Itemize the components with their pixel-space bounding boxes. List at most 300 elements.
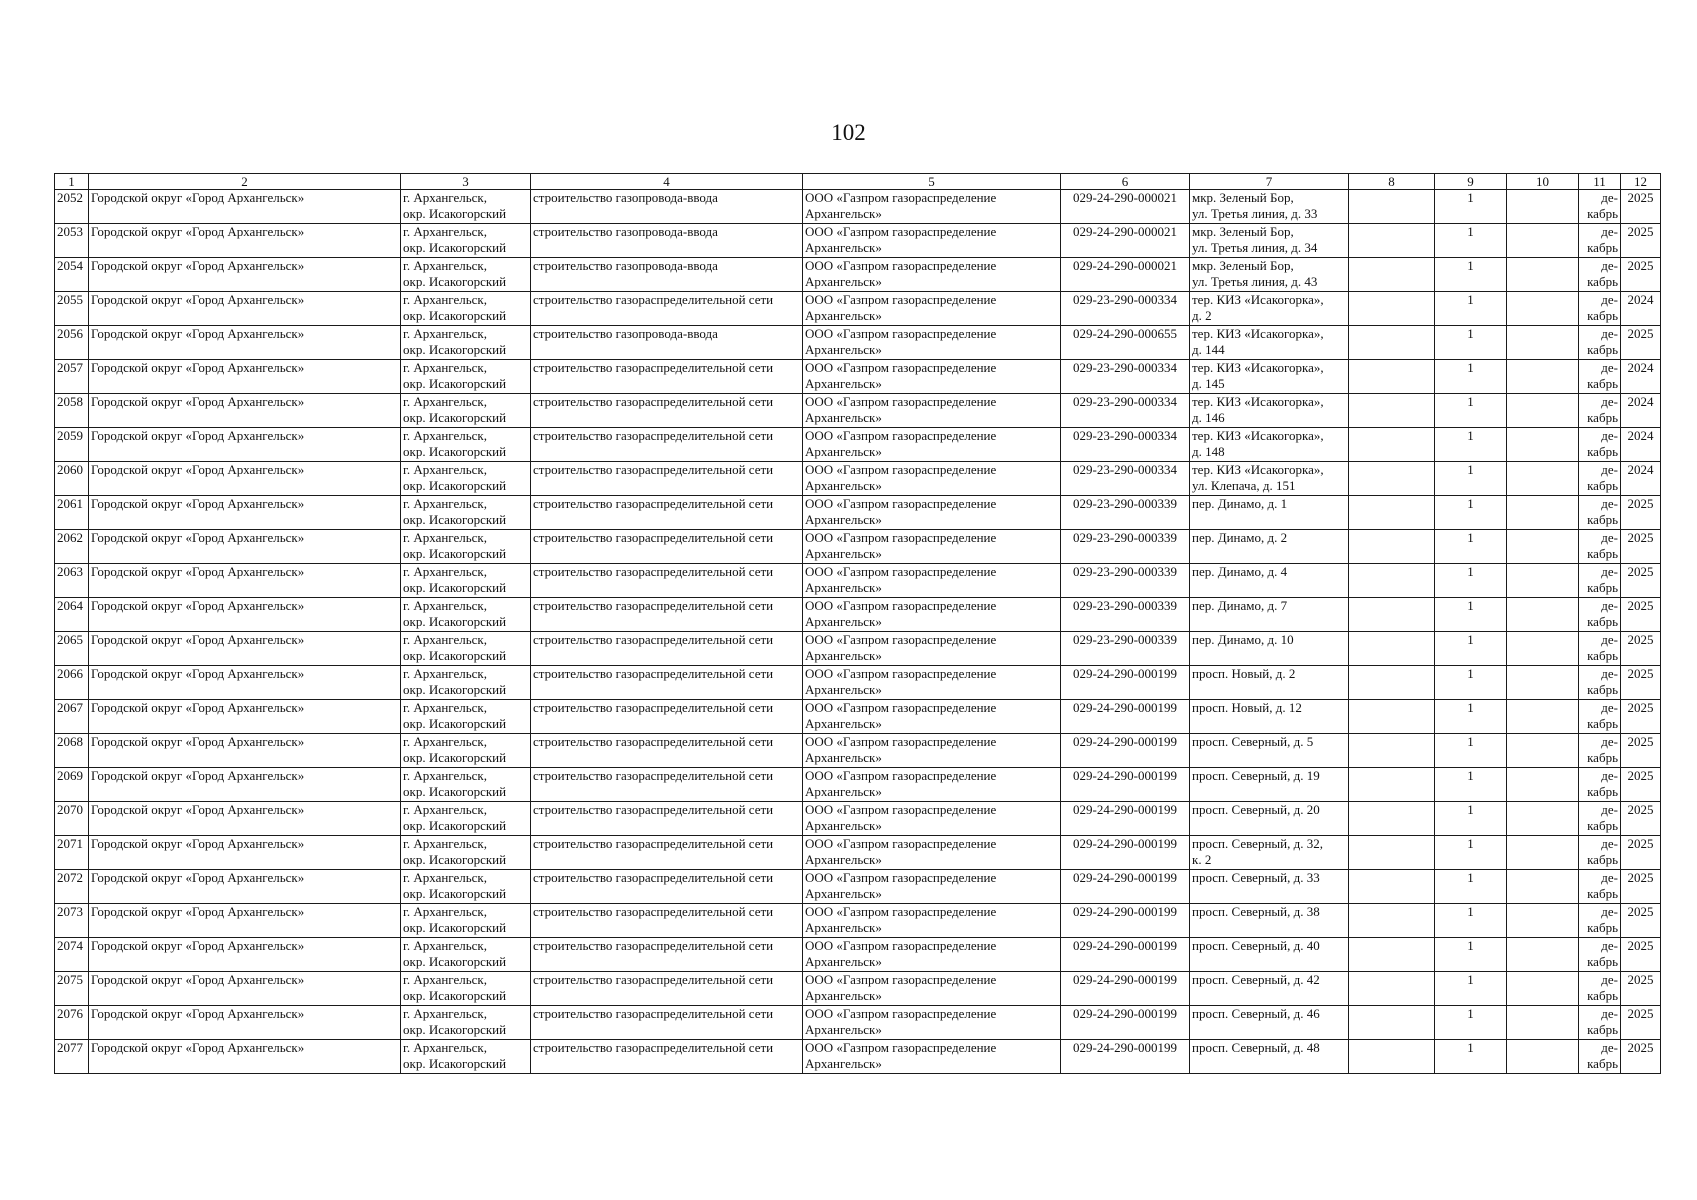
municipality-cell-text: Городской округ «Город Архангельск» — [91, 224, 305, 239]
column-8-cell — [1349, 666, 1435, 700]
column-10-cell — [1507, 428, 1579, 462]
row-number-cell-text: 2071 — [57, 836, 83, 851]
municipality-cell-text: Городской округ «Город Архангельск» — [91, 462, 305, 477]
organization-cell — [803, 870, 1061, 904]
address-cell-text: просп. Северный, д. 38 — [1192, 904, 1320, 919]
municipality-cell — [89, 972, 401, 1006]
year-cell — [1621, 394, 1661, 428]
row-number-cell — [55, 734, 89, 768]
organization-cell-text: Архангельск» — [805, 512, 882, 527]
program-code-cell-text: 029-24-290-000199 — [1073, 938, 1177, 953]
row-number-cell — [55, 700, 89, 734]
month-cell-text: кабрь — [1587, 444, 1618, 459]
address-cell — [1190, 428, 1349, 462]
column-10-cell — [1507, 496, 1579, 530]
month-cell-text: де- — [1601, 1040, 1618, 1055]
address-cell — [1190, 972, 1349, 1006]
municipality-cell-text: Городской округ «Город Архангельск» — [91, 258, 305, 273]
row-number-cell-text: 2058 — [57, 394, 83, 409]
row-number-cell — [55, 768, 89, 802]
year-cell — [1621, 360, 1661, 394]
municipality-cell — [89, 530, 401, 564]
address-cell — [1190, 530, 1349, 564]
address-cell-text: ул. Третья линия, д. 43 — [1192, 274, 1318, 289]
year-cell-text: 2025 — [1627, 904, 1654, 919]
locality-cell-text: окр. Исакогорский — [403, 376, 507, 391]
row-number-cell — [55, 972, 89, 1006]
month-cell-text: де- — [1601, 258, 1618, 273]
year-cell-text: 2025 — [1627, 530, 1654, 545]
year-cell-text: 2025 — [1627, 564, 1654, 579]
municipality-cell-text: Городской округ «Город Архангельск» — [91, 428, 305, 443]
address-cell-text: мкр. Зеленый Бор, — [1192, 190, 1294, 205]
year-cell-text: 2025 — [1627, 836, 1654, 851]
organization-cell — [803, 462, 1061, 496]
address-cell-text: просп. Северный, д. 33 — [1192, 870, 1320, 885]
column-header: 4 — [531, 174, 803, 190]
year-cell-text: 2025 — [1627, 496, 1654, 511]
program-code-cell-text: 029-24-290-000199 — [1073, 700, 1177, 715]
work-type-cell — [531, 598, 803, 632]
organization-cell-text: Архангельск» — [805, 954, 882, 969]
locality-cell — [401, 870, 531, 904]
month-cell — [1579, 326, 1621, 360]
program-code-cell — [1061, 564, 1190, 598]
address-cell — [1190, 836, 1349, 870]
organization-cell-text: ООО «Газпром газораспределение — [805, 326, 997, 341]
program-code-cell — [1061, 598, 1190, 632]
column-10-cell — [1507, 1006, 1579, 1040]
organization-cell-text: ООО «Газпром газораспределение — [805, 428, 997, 443]
program-code-cell — [1061, 1006, 1190, 1040]
month-cell — [1579, 632, 1621, 666]
municipality-cell-text: Городской округ «Город Архангельск» — [91, 632, 305, 647]
address-cell-text: просп. Северный, д. 20 — [1192, 802, 1320, 817]
year-cell — [1621, 1006, 1661, 1040]
municipality-cell-text: Городской округ «Город Архангельск» — [91, 1006, 305, 1021]
work-type-cell — [531, 360, 803, 394]
program-code-cell — [1061, 666, 1190, 700]
organization-cell-text: Архангельск» — [805, 648, 882, 663]
municipality-cell-text: Городской округ «Город Архангельск» — [91, 1040, 305, 1055]
locality-cell-text: окр. Исакогорский — [403, 206, 507, 221]
organization-cell-text: ООО «Газпром газораспределение — [805, 836, 997, 851]
table-row — [55, 292, 1661, 326]
locality-cell-text: г. Архангельск, — [403, 598, 487, 613]
organization-cell-text: ООО «Газпром газораспределение — [805, 258, 997, 273]
row-number-cell — [55, 598, 89, 632]
program-code-cell-text: 029-24-290-000199 — [1073, 1006, 1177, 1021]
organization-cell-text: ООО «Газпром газораспределение — [805, 530, 997, 545]
table-row — [55, 258, 1661, 292]
program-code-cell-text: 029-24-290-000021 — [1073, 224, 1177, 239]
year-cell — [1621, 632, 1661, 666]
quantity-cell — [1435, 972, 1507, 1006]
organization-cell-text: Архангельск» — [805, 886, 882, 901]
month-cell-text: де- — [1601, 632, 1618, 647]
program-code-cell-text: 029-24-290-000199 — [1073, 666, 1177, 681]
organization-cell-text: ООО «Газпром газораспределение — [805, 360, 997, 375]
program-code-cell-text: 029-23-290-000334 — [1073, 360, 1177, 375]
quantity-cell — [1435, 190, 1507, 224]
column-number-row — [55, 174, 1661, 190]
month-cell-text: кабрь — [1587, 852, 1618, 867]
municipality-cell-text: Городской округ «Город Архангельск» — [91, 734, 305, 749]
program-code-cell-text: 029-23-290-000339 — [1073, 530, 1177, 545]
address-cell — [1190, 598, 1349, 632]
work-type-cell-text: строительство газопровода-ввода — [533, 258, 718, 273]
program-code-cell-text: 029-24-290-000199 — [1073, 836, 1177, 851]
program-code-cell-text: 029-23-290-000339 — [1073, 496, 1177, 511]
column-8-cell — [1349, 938, 1435, 972]
work-type-cell-text: строительство газораспределительной сети — [533, 870, 774, 885]
month-cell — [1579, 496, 1621, 530]
program-code-cell-text: 029-24-290-000199 — [1073, 734, 1177, 749]
organization-cell-text: ООО «Газпром газораспределение — [805, 666, 997, 681]
work-type-cell — [531, 904, 803, 938]
work-type-cell — [531, 258, 803, 292]
row-number-cell — [55, 496, 89, 530]
work-type-cell-text: строительство газораспределительной сети — [533, 598, 774, 613]
month-cell — [1579, 666, 1621, 700]
month-cell — [1579, 1040, 1621, 1074]
quantity-cell — [1435, 224, 1507, 258]
quantity-cell-text: 1 — [1467, 224, 1474, 239]
program-code-cell — [1061, 360, 1190, 394]
column-10-cell — [1507, 360, 1579, 394]
address-cell-text: тер. КИЗ «Исакогорка», — [1192, 292, 1324, 307]
work-type-cell-text: строительство газораспределительной сети — [533, 462, 774, 477]
year-cell — [1621, 700, 1661, 734]
address-cell — [1190, 700, 1349, 734]
column-10-cell — [1507, 734, 1579, 768]
address-cell — [1190, 496, 1349, 530]
locality-cell-text: г. Архангельск, — [403, 564, 487, 579]
organization-cell — [803, 292, 1061, 326]
address-cell-text: д. 146 — [1192, 410, 1225, 425]
locality-cell — [401, 836, 531, 870]
locality-cell — [401, 768, 531, 802]
locality-cell — [401, 1040, 531, 1074]
year-cell — [1621, 972, 1661, 1006]
year-cell — [1621, 938, 1661, 972]
program-code-cell — [1061, 190, 1190, 224]
address-cell-text: тер. КИЗ «Исакогорка», — [1192, 462, 1324, 477]
address-cell-text: д. 2 — [1192, 308, 1212, 323]
month-cell — [1579, 428, 1621, 462]
column-8-cell — [1349, 598, 1435, 632]
month-cell — [1579, 1006, 1621, 1040]
municipality-cell-text: Городской округ «Город Архангельск» — [91, 700, 305, 715]
row-number-cell — [55, 870, 89, 904]
program-code-cell-text: 029-23-290-000339 — [1073, 564, 1177, 579]
organization-cell — [803, 972, 1061, 1006]
locality-cell — [401, 530, 531, 564]
column-header: 7 — [1190, 174, 1349, 190]
table-row — [55, 802, 1661, 836]
work-type-cell — [531, 1006, 803, 1040]
address-cell — [1190, 734, 1349, 768]
locality-cell-text: г. Архангельск, — [403, 700, 487, 715]
program-code-cell-text: 029-24-290-000655 — [1073, 326, 1177, 341]
month-cell — [1579, 598, 1621, 632]
locality-cell — [401, 326, 531, 360]
address-cell-text: просп. Северный, д. 32, — [1192, 836, 1323, 851]
organization-cell-text: Архангельск» — [805, 206, 882, 221]
locality-cell-text: г. Архангельск, — [403, 768, 487, 783]
quantity-cell — [1435, 700, 1507, 734]
column-8-cell — [1349, 394, 1435, 428]
year-cell-text: 2025 — [1627, 190, 1654, 205]
program-code-cell-text: 029-24-290-000199 — [1073, 1040, 1177, 1055]
locality-cell-text: окр. Исакогорский — [403, 954, 507, 969]
month-cell-text: кабрь — [1587, 410, 1618, 425]
work-type-cell — [531, 496, 803, 530]
work-type-cell — [531, 224, 803, 258]
organization-cell-text: ООО «Газпром газораспределение — [805, 632, 997, 647]
year-cell — [1621, 190, 1661, 224]
address-cell — [1190, 462, 1349, 496]
month-cell-text: кабрь — [1587, 512, 1618, 527]
program-code-cell — [1061, 1040, 1190, 1074]
column-8-cell — [1349, 190, 1435, 224]
row-number-cell — [55, 632, 89, 666]
work-type-cell — [531, 666, 803, 700]
organization-cell — [803, 734, 1061, 768]
row-number-cell — [55, 360, 89, 394]
locality-cell-text: окр. Исакогорский — [403, 478, 507, 493]
program-code-cell — [1061, 462, 1190, 496]
work-type-cell-text: строительство газораспределительной сети — [533, 836, 774, 851]
work-type-cell-text: строительство газопровода-ввода — [533, 224, 718, 239]
work-type-cell-text: строительство газопровода-ввода — [533, 190, 718, 205]
month-cell-text: де- — [1601, 394, 1618, 409]
address-cell — [1190, 1006, 1349, 1040]
organization-cell-text: Архангельск» — [805, 716, 882, 731]
year-cell-text: 2024 — [1627, 394, 1654, 409]
locality-cell-text: окр. Исакогорский — [403, 852, 507, 867]
locality-cell-text: окр. Исакогорский — [403, 512, 507, 527]
column-header: 2 — [89, 174, 401, 190]
organization-cell-text: ООО «Газпром газораспределение — [805, 190, 997, 205]
locality-cell-text: г. Архангельск, — [403, 870, 487, 885]
municipality-cell — [89, 1040, 401, 1074]
month-cell-text: кабрь — [1587, 614, 1618, 629]
organization-cell-text: Архангельск» — [805, 988, 882, 1003]
municipality-cell-text: Городской округ «Город Архангельск» — [91, 360, 305, 375]
program-code-cell — [1061, 734, 1190, 768]
month-cell-text: кабрь — [1587, 784, 1618, 799]
month-cell-text: кабрь — [1587, 954, 1618, 969]
organization-cell-text: ООО «Газпром газораспределение — [805, 1040, 997, 1055]
month-cell-text: де- — [1601, 734, 1618, 749]
municipality-cell-text: Городской округ «Город Архангельск» — [91, 530, 305, 545]
quantity-cell — [1435, 870, 1507, 904]
locality-cell-text: окр. Исакогорский — [403, 444, 507, 459]
program-code-cell — [1061, 768, 1190, 802]
municipality-cell — [89, 870, 401, 904]
quantity-cell-text: 1 — [1467, 564, 1474, 579]
locality-cell-text: окр. Исакогорский — [403, 410, 507, 425]
locality-cell-text: г. Архангельск, — [403, 224, 487, 239]
column-10-cell — [1507, 768, 1579, 802]
year-cell — [1621, 224, 1661, 258]
row-number-cell-text: 2064 — [57, 598, 83, 613]
quantity-cell — [1435, 598, 1507, 632]
program-code-cell-text: 029-24-290-000199 — [1073, 904, 1177, 919]
work-type-cell-text: строительство газопровода-ввода — [533, 326, 718, 341]
quantity-cell — [1435, 292, 1507, 326]
quantity-cell-text: 1 — [1467, 972, 1474, 987]
locality-cell-text: г. Архангельск, — [403, 292, 487, 307]
organization-cell — [803, 1040, 1061, 1074]
address-cell-text: пер. Динамо, д. 2 — [1192, 530, 1288, 545]
quantity-cell-text: 1 — [1467, 802, 1474, 817]
row-number-cell-text: 2057 — [57, 360, 83, 375]
organization-cell-text: ООО «Газпром газораспределение — [805, 462, 997, 477]
quantity-cell-text: 1 — [1467, 1040, 1474, 1055]
address-cell-text: тер. КИЗ «Исакогорка», — [1192, 326, 1324, 341]
column-8-cell — [1349, 904, 1435, 938]
year-cell-text: 2025 — [1627, 870, 1654, 885]
locality-cell-text: окр. Исакогорский — [403, 274, 507, 289]
column-header: 10 — [1507, 174, 1579, 190]
row-number-cell — [55, 530, 89, 564]
organization-cell — [803, 700, 1061, 734]
locality-cell-text: окр. Исакогорский — [403, 648, 507, 663]
year-cell — [1621, 836, 1661, 870]
municipality-cell — [89, 666, 401, 700]
quantity-cell-text: 1 — [1467, 598, 1474, 613]
column-8-cell — [1349, 870, 1435, 904]
quantity-cell — [1435, 496, 1507, 530]
locality-cell-text: г. Архангельск, — [403, 734, 487, 749]
column-10-cell — [1507, 632, 1579, 666]
municipality-cell-text: Городской округ «Город Архангельск» — [91, 190, 305, 205]
work-type-cell — [531, 632, 803, 666]
locality-cell-text: окр. Исакогорский — [403, 886, 507, 901]
month-cell-text: де- — [1601, 292, 1618, 307]
organization-cell — [803, 496, 1061, 530]
month-cell-text: кабрь — [1587, 716, 1618, 731]
month-cell — [1579, 836, 1621, 870]
year-cell-text: 2025 — [1627, 1040, 1654, 1055]
organization-cell-text: Архангельск» — [805, 546, 882, 561]
column-10-cell — [1507, 972, 1579, 1006]
locality-cell — [401, 598, 531, 632]
year-cell-text: 2025 — [1627, 632, 1654, 647]
program-code-cell-text: 029-24-290-000199 — [1073, 972, 1177, 987]
table-row — [55, 564, 1661, 598]
year-cell-text: 2025 — [1627, 938, 1654, 953]
column-8-cell — [1349, 292, 1435, 326]
column-10-cell — [1507, 904, 1579, 938]
column-10-cell — [1507, 666, 1579, 700]
organization-cell-text: ООО «Газпром газораспределение — [805, 496, 997, 511]
program-code-cell — [1061, 938, 1190, 972]
quantity-cell — [1435, 428, 1507, 462]
year-cell — [1621, 462, 1661, 496]
organization-cell — [803, 224, 1061, 258]
table-row — [55, 428, 1661, 462]
table-row — [55, 938, 1661, 972]
month-cell — [1579, 224, 1621, 258]
month-cell-text: де- — [1601, 904, 1618, 919]
work-type-cell — [531, 734, 803, 768]
table-row — [55, 190, 1661, 224]
year-cell-text: 2024 — [1627, 360, 1654, 375]
organization-cell-text: Архангельск» — [805, 444, 882, 459]
locality-cell-text: окр. Исакогорский — [403, 682, 507, 697]
address-cell-text: пер. Динамо, д. 7 — [1192, 598, 1288, 613]
month-cell — [1579, 802, 1621, 836]
row-number-cell — [55, 258, 89, 292]
work-type-cell — [531, 530, 803, 564]
locality-cell-text: окр. Исакогорский — [403, 1022, 507, 1037]
organization-cell — [803, 1006, 1061, 1040]
address-cell-text: просп. Северный, д. 19 — [1192, 768, 1320, 783]
work-type-cell — [531, 564, 803, 598]
month-cell-text: де- — [1601, 666, 1618, 681]
address-cell-text: тер. КИЗ «Исакогорка», — [1192, 394, 1324, 409]
row-number-cell-text: 2073 — [57, 904, 83, 919]
program-code-cell-text: 029-24-290-000021 — [1073, 258, 1177, 273]
organization-cell-text: Архангельск» — [805, 1022, 882, 1037]
quantity-cell — [1435, 904, 1507, 938]
column-10-cell — [1507, 462, 1579, 496]
locality-cell-text: г. Архангельск, — [403, 360, 487, 375]
month-cell — [1579, 394, 1621, 428]
address-cell-text: просп. Северный, д. 5 — [1192, 734, 1314, 749]
organization-cell-text: ООО «Газпром газораспределение — [805, 734, 997, 749]
organization-cell — [803, 802, 1061, 836]
row-number-cell — [55, 190, 89, 224]
month-cell-text: де- — [1601, 802, 1618, 817]
work-type-cell-text: строительство газораспределительной сети — [533, 1040, 774, 1055]
year-cell — [1621, 496, 1661, 530]
municipality-cell — [89, 802, 401, 836]
row-number-cell — [55, 802, 89, 836]
work-type-cell — [531, 462, 803, 496]
month-cell — [1579, 564, 1621, 598]
organization-cell-text: ООО «Газпром газораспределение — [805, 598, 997, 613]
table-row — [55, 734, 1661, 768]
municipality-cell — [89, 836, 401, 870]
organization-cell — [803, 836, 1061, 870]
quantity-cell — [1435, 564, 1507, 598]
row-number-cell — [55, 904, 89, 938]
table-row — [55, 394, 1661, 428]
quantity-cell-text: 1 — [1467, 360, 1474, 375]
year-cell — [1621, 734, 1661, 768]
program-code-cell — [1061, 700, 1190, 734]
program-code-cell — [1061, 258, 1190, 292]
month-cell-text: кабрь — [1587, 274, 1618, 289]
month-cell — [1579, 360, 1621, 394]
municipality-cell — [89, 904, 401, 938]
quantity-cell — [1435, 530, 1507, 564]
locality-cell — [401, 700, 531, 734]
organization-cell-text: Архангельск» — [805, 240, 882, 255]
locality-cell — [401, 972, 531, 1006]
column-10-cell — [1507, 326, 1579, 360]
program-code-cell — [1061, 530, 1190, 564]
column-8-cell — [1349, 326, 1435, 360]
column-header: 1 — [55, 174, 89, 190]
municipality-cell-text: Городской округ «Город Архангельск» — [91, 972, 305, 987]
month-cell-text: кабрь — [1587, 648, 1618, 663]
organization-cell — [803, 768, 1061, 802]
